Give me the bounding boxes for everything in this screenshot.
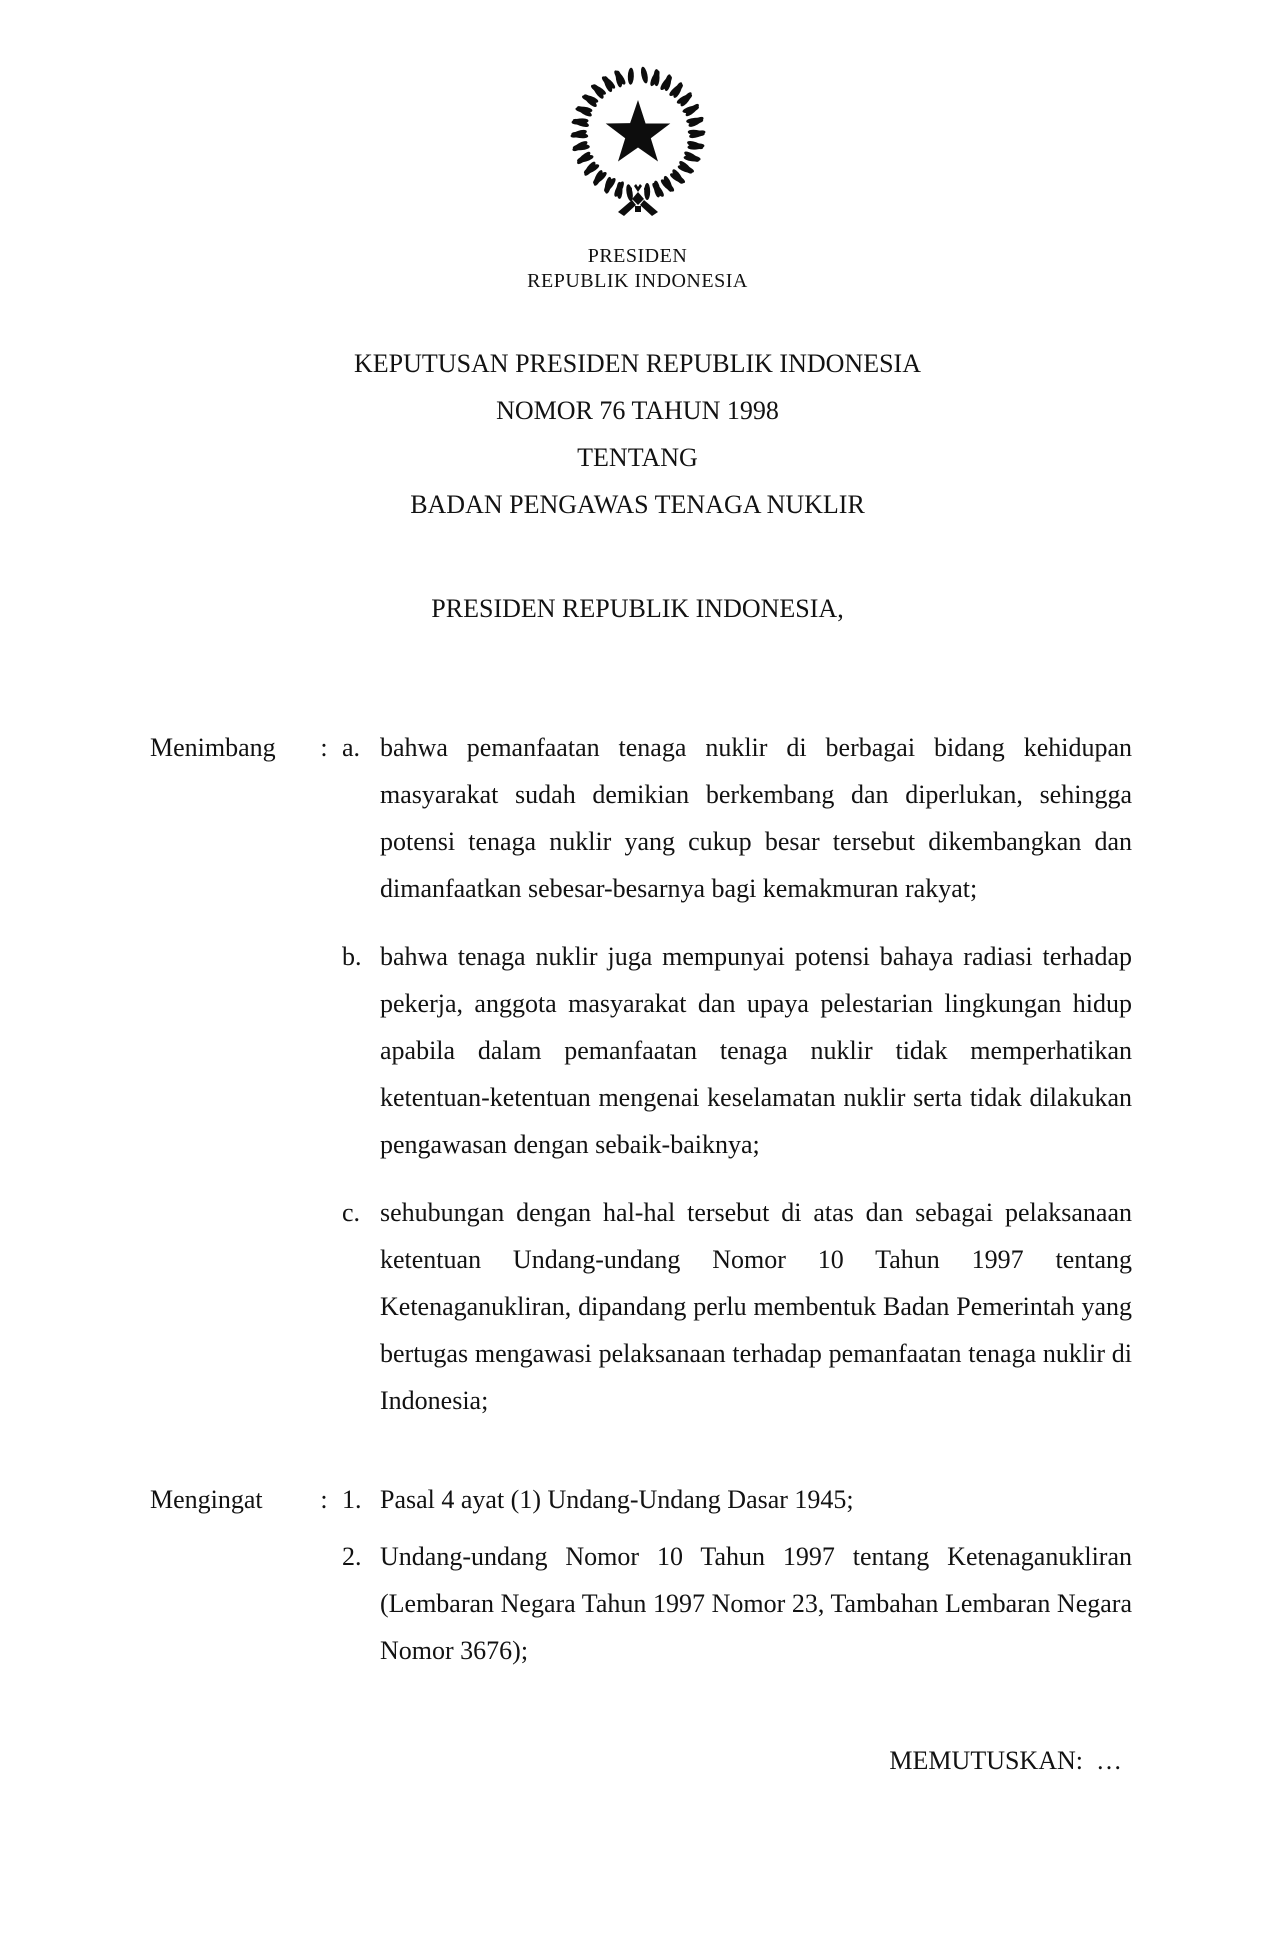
legal-basis-item-1 (342, 1476, 1132, 1523)
section-items (342, 1476, 1132, 1674)
presidential-star-wreath-emblem-icon (558, 58, 718, 220)
salutation-line: PRESIDEN REPUBLIK INDONESIA, (431, 594, 844, 623)
item-marker: c. (342, 1198, 361, 1227)
decree-title-block (0, 340, 1275, 528)
letterhead-line-presiden: PRESIDEN (587, 245, 688, 267)
ribbon-icon (618, 184, 658, 216)
item-text: Pasal 4 ayat (1) Undang-Undang Dasar 1945; (380, 1485, 854, 1514)
decree-title-tentang: TENTANG (577, 443, 698, 472)
decree-title-number: NOMOR 76 TAHUN 1998 (496, 396, 779, 425)
legal-basis-item-2 (342, 1533, 1132, 1674)
section-label: Mengingat (150, 1485, 263, 1514)
document-body (150, 724, 1132, 1674)
section-mengingat (150, 1476, 1132, 1674)
memutuskan-line: MEMUTUSKAN: … (889, 1746, 1122, 1775)
section-items (342, 724, 1132, 1424)
section-colon: : (320, 1485, 328, 1514)
letterhead (0, 0, 1275, 294)
star-icon (605, 100, 670, 162)
consideration-item-b (342, 933, 1132, 1168)
consideration-item-c (342, 1189, 1132, 1424)
section-menimbang (150, 724, 1132, 1424)
letterhead-line-republik-indonesia: REPUBLIK INDONESIA (527, 270, 748, 292)
item-text: Undang-undang Nomor 10 Tahun 1997 tentang Ketenaganukliran (Lembaran Negara Tahun 1997 Nomor 23, Tambahan Lembaran Negara Nomor 3676); (380, 1542, 1132, 1665)
item-marker: a. (342, 733, 361, 762)
decree-title-line1: KEPUTUSAN PRESIDEN REPUBLIK INDONESIA (354, 349, 921, 378)
decree-title-subject: BADAN PENGAWAS TENAGA NUKLIR (410, 490, 865, 519)
item-marker: b. (342, 942, 362, 971)
section-label: Menimbang (150, 733, 276, 762)
item-text: bahwa pemanfaatan tenaga nuklir di berbagai bidang kehidupan masyarakat sudah demikian berkembang dan diperlukan, sehingga potensi tenaga nuklir yang cukup besar tersebut dikembangkan dan dimanfaatkan sebesar-besarnya bagi kemakmuran rakyat; (380, 733, 1132, 903)
consideration-item-a (342, 724, 1132, 912)
section-colon: : (320, 733, 328, 762)
item-text: bahwa tenaga nuklir juga mempunyai potensi bahaya radiasi terhadap pekerja, anggota masyarakat dan upaya pelestarian lingkungan hidup apabila dalam pemanfaatan tenaga nuklir tidak memperhatikan ketentuan-ketentuan mengenai keselamatan nuklir serta tidak dilakukan pengawasan dengan sebaik-baiknya; (380, 942, 1132, 1159)
item-text: sehubungan dengan hal-hal tersebut di atas dan sebagai pelaksanaan ketentuan Undang-undang Nomor 10 Tahun 1997 tentang Ketenaganukliran, dipandang perlu membentuk Badan Pemerintah yang bertugas mengawasi pelaksanaan terhadap pemanfaatan tenaga nuklir di Indonesia; (380, 1198, 1132, 1415)
item-marker: 1. (342, 1485, 362, 1514)
item-marker: 2. (342, 1542, 362, 1571)
